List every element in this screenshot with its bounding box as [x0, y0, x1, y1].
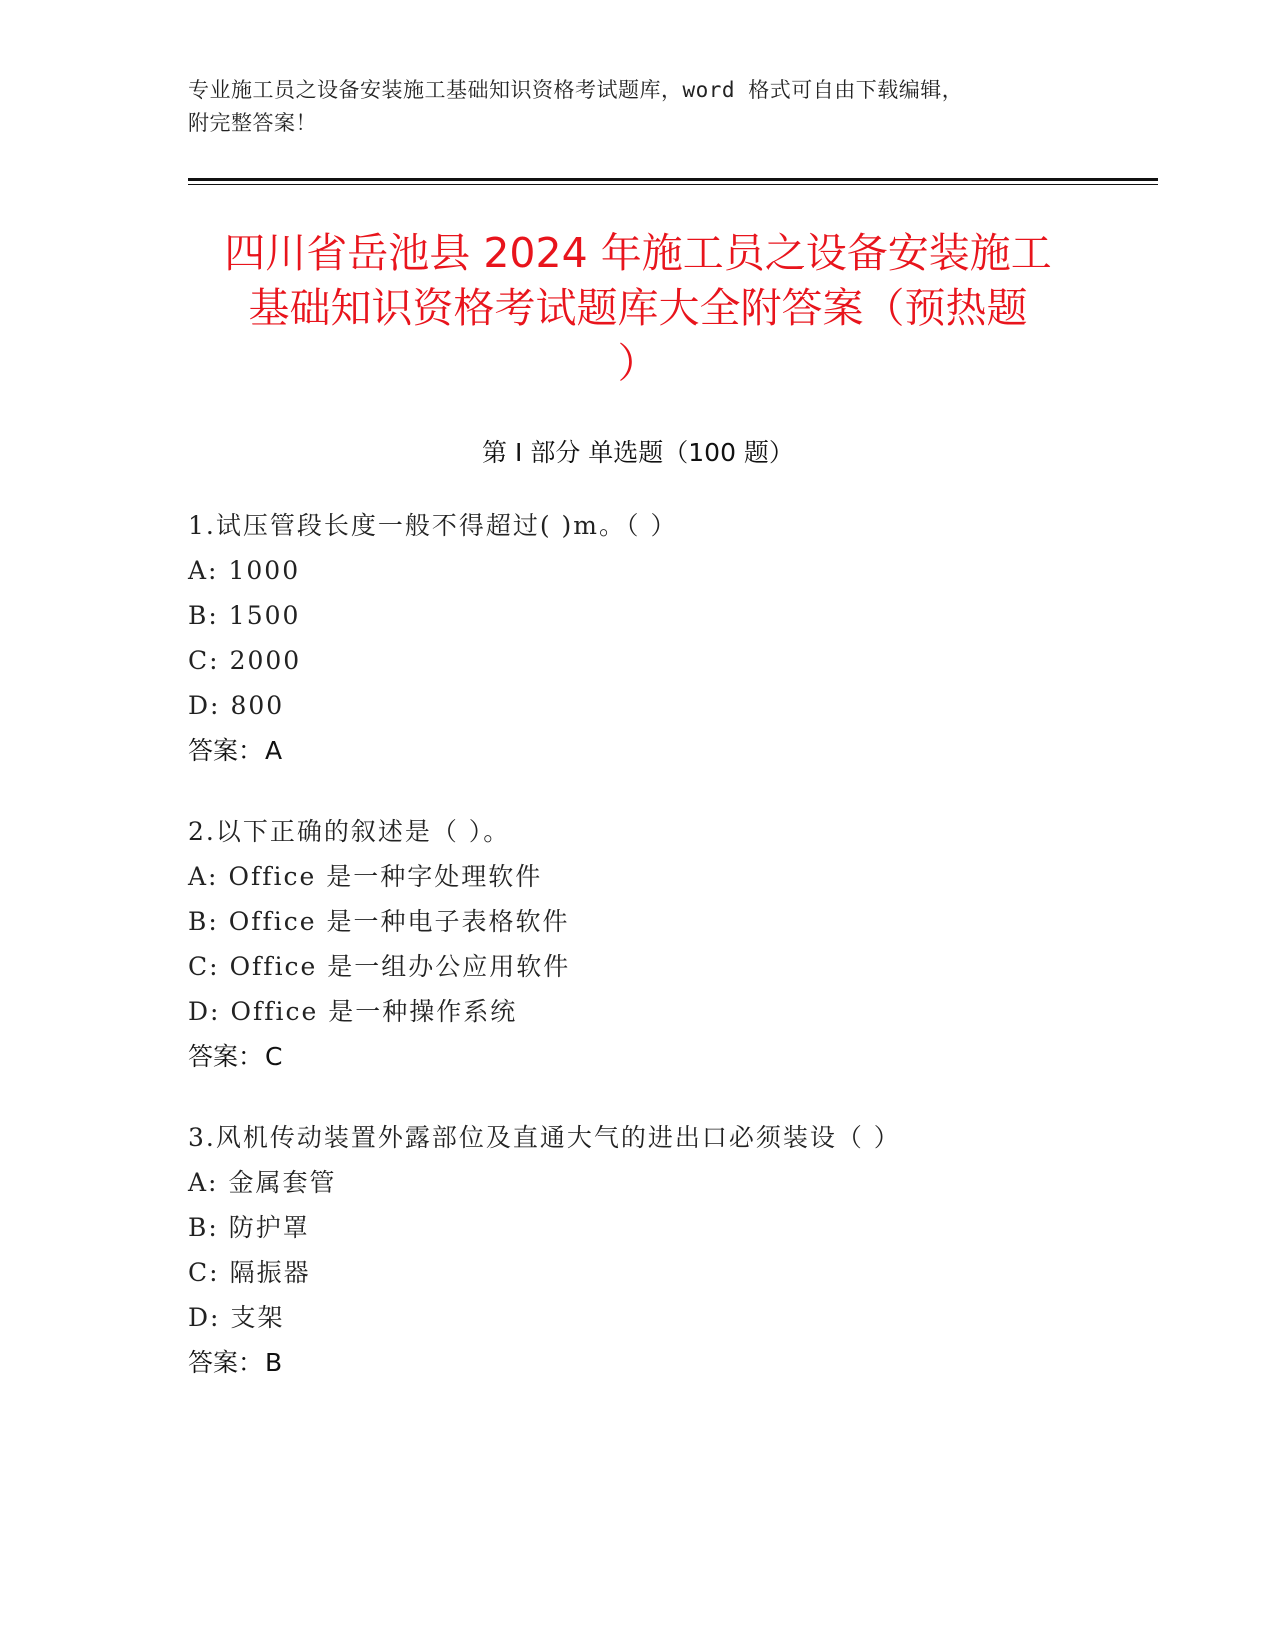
question-option — [188, 1160, 1088, 1205]
document-title — [188, 226, 1088, 391]
question-item — [188, 503, 1088, 773]
title-line-1: 四川省岳池县 2024 年施工员之设备安装施工 — [224, 229, 1052, 277]
option-text: Office 是一种字处理软件 — [228, 862, 543, 891]
option-key: C: — [188, 1258, 220, 1287]
title-line-3: ） — [617, 339, 659, 387]
header-divider-thin — [188, 184, 1158, 185]
answer-label: 答案： — [188, 736, 264, 765]
option-text: Office 是一种操作系统 — [230, 997, 518, 1026]
question-option — [188, 638, 1088, 683]
option-text: 金属套管 — [228, 1168, 337, 1197]
option-key: D: — [188, 691, 221, 720]
option-text: 隔振器 — [229, 1258, 311, 1287]
answer-value: C — [265, 1042, 283, 1071]
option-text: 支架 — [230, 1303, 285, 1332]
option-key: B: — [188, 601, 219, 630]
question-option — [188, 548, 1088, 593]
option-text: 2000 — [229, 646, 302, 675]
option-key: D: — [188, 1303, 221, 1332]
answer-label: 答案： — [188, 1348, 264, 1377]
section-heading: 第 I 部分 单选题（100 题） — [482, 438, 794, 467]
question-option — [188, 683, 1088, 728]
question-answer — [188, 728, 1088, 773]
question-option — [188, 989, 1088, 1034]
question-stem: 3.风机传动装置外露部位及直通大气的进出口必须装设（ ） — [188, 1123, 901, 1152]
option-key: D: — [188, 997, 221, 1026]
question-option — [188, 1205, 1088, 1250]
question-option — [188, 944, 1088, 989]
answer-value: B — [265, 1348, 283, 1377]
answer-value: A — [265, 736, 283, 765]
document-header-note — [188, 74, 1088, 140]
question-item — [188, 809, 1088, 1079]
option-key: C: — [188, 646, 220, 675]
option-text: 防护罩 — [228, 1213, 310, 1242]
question-option — [188, 593, 1088, 638]
header-divider-thick — [188, 178, 1158, 181]
question-option — [188, 1250, 1088, 1295]
question-stem: 1.试压管段长度一般不得超过( )m。（ ） — [188, 511, 678, 540]
option-text: Office 是一组办公应用软件 — [229, 952, 571, 981]
option-key: A: — [188, 862, 219, 891]
question-option — [188, 1295, 1088, 1340]
option-key: A: — [188, 556, 219, 585]
question-option — [188, 854, 1088, 899]
option-text: 1000 — [228, 556, 301, 585]
header-note-line-1: 专业施工员之设备安装施工基础知识资格考试题库，word 格式可自由下载编辑， — [188, 78, 964, 102]
option-key: B: — [188, 907, 219, 936]
question-option — [188, 899, 1088, 944]
option-key: A: — [188, 1168, 219, 1197]
option-text: 800 — [230, 691, 285, 720]
question-answer — [188, 1034, 1088, 1079]
header-note-line-2: 附完整答案！ — [188, 111, 317, 135]
option-key: C: — [188, 952, 220, 981]
answer-label: 答案： — [188, 1042, 264, 1071]
question-item — [188, 1115, 1088, 1385]
option-text: Office 是一种电子表格软件 — [228, 907, 570, 936]
question-stem: 2.以下正确的叙述是（ ）。 — [188, 817, 511, 846]
option-text: 1500 — [228, 601, 301, 630]
question-answer — [188, 1340, 1088, 1385]
option-key: B: — [188, 1213, 219, 1242]
title-line-2: 基础知识资格考试题库大全附答案（预热题 — [248, 284, 1028, 332]
